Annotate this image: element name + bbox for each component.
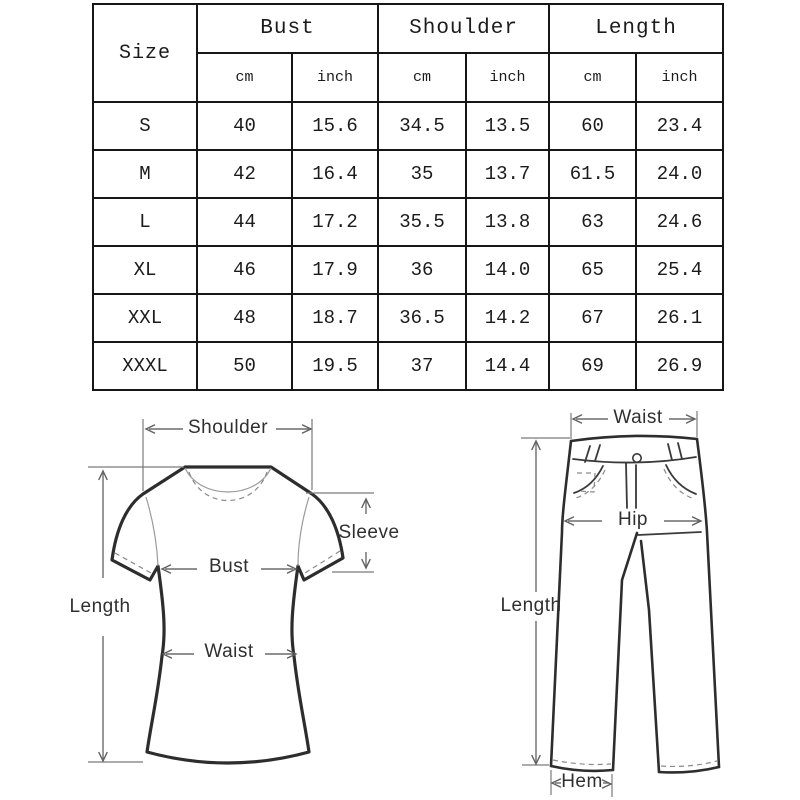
value-cell: 48 [197, 294, 292, 342]
pants-outseam-right [697, 439, 719, 767]
tshirt-outline [112, 467, 343, 763]
unit-header-bust-inch: inch [292, 53, 378, 102]
unit-header-shoulder-cm: cm [378, 53, 466, 102]
hem-measure [551, 770, 612, 797]
value-cell: 37 [378, 342, 466, 390]
value-cell: 69 [549, 342, 636, 390]
pants-waistband-top [571, 436, 697, 441]
pants-waist-label: Waist [613, 407, 663, 429]
value-cell: 50 [197, 342, 292, 390]
value-cell: 67 [549, 294, 636, 342]
group-header-shoulder: Shoulder [378, 4, 549, 53]
size-cell: XXXL [93, 342, 197, 390]
size-cell: L [93, 198, 197, 246]
hem-stitch-right [661, 761, 717, 766]
unit-header-shoulder-inch: inch [466, 53, 549, 102]
shirt-length-label: Length [69, 596, 131, 618]
pants-waist-measure [571, 407, 697, 439]
shirt-bust-label: Bust [208, 556, 250, 578]
size-cell: XXL [93, 294, 197, 342]
size-cell: S [93, 102, 197, 150]
value-cell: 17.9 [292, 246, 378, 294]
value-cell: 63 [549, 198, 636, 246]
value-cell: 60 [549, 102, 636, 150]
size-column-header: Size [93, 4, 197, 102]
pants-hem-right [659, 767, 719, 772]
hem-stitch-left [553, 760, 611, 765]
value-cell: 25.4 [636, 246, 723, 294]
pants-inseam-left [613, 533, 637, 770]
pants-button [633, 454, 641, 462]
value-cell: 36 [378, 246, 466, 294]
value-cell: 16.4 [292, 150, 378, 198]
pocket-left [574, 466, 603, 493]
shirt-waist-label: Waist [204, 641, 254, 663]
unit-header-bust-cm: cm [197, 53, 292, 102]
value-cell: 36.5 [378, 294, 466, 342]
pocket-right [666, 465, 696, 494]
pants-hip-label: Hip [617, 509, 649, 531]
value-cell: 35 [378, 150, 466, 198]
shirt-shoulder-label: Shoulder [187, 417, 269, 439]
value-cell: 42 [197, 150, 292, 198]
group-header-length: Length [549, 4, 723, 53]
size-cell: XL [93, 246, 197, 294]
value-cell: 40 [197, 102, 292, 150]
arrowhead [602, 780, 611, 789]
value-cell: 34.5 [378, 102, 466, 150]
pants-fly-lines [626, 463, 636, 508]
value-cell: 35.5 [378, 198, 466, 246]
pants-diagram [500, 407, 719, 797]
value-cell: 14.4 [466, 342, 549, 390]
value-cell: 13.7 [466, 150, 549, 198]
value-cell: 24.0 [636, 150, 723, 198]
value-cell: 61.5 [549, 150, 636, 198]
value-cell: 46 [197, 246, 292, 294]
pants-length-measure [500, 438, 570, 765]
value-cell: 14.0 [466, 246, 549, 294]
shirt-sleeve-label: Sleeve [338, 522, 400, 544]
value-cell: 44 [197, 198, 292, 246]
pants-length-label: Length [500, 595, 562, 617]
unit-header-length-inch: inch [636, 53, 723, 102]
pants-hip-seam [638, 532, 701, 535]
value-cell: 65 [549, 246, 636, 294]
value-cell: 14.2 [466, 294, 549, 342]
tshirt-diagram [69, 417, 399, 763]
value-cell: 26.1 [636, 294, 723, 342]
belt-loop-left [585, 445, 600, 462]
unit-header-length-cm: cm [549, 53, 636, 102]
size-cell: M [93, 150, 197, 198]
hip-measure [565, 509, 701, 530]
group-header-bust: Bust [197, 4, 378, 53]
value-cell: 18.7 [292, 294, 378, 342]
value-cell: 19.5 [292, 342, 378, 390]
value-cell: 24.6 [636, 198, 723, 246]
pants-hem-label: Hem [561, 771, 603, 793]
pants-inseam-right [641, 541, 659, 772]
value-cell: 23.4 [636, 102, 723, 150]
value-cell: 17.2 [292, 198, 378, 246]
value-cell: 26.9 [636, 342, 723, 390]
belt-loop-right [668, 443, 682, 460]
value-cell: 13.8 [466, 198, 549, 246]
value-cell: 13.5 [466, 102, 549, 150]
value-cell: 15.6 [292, 102, 378, 150]
